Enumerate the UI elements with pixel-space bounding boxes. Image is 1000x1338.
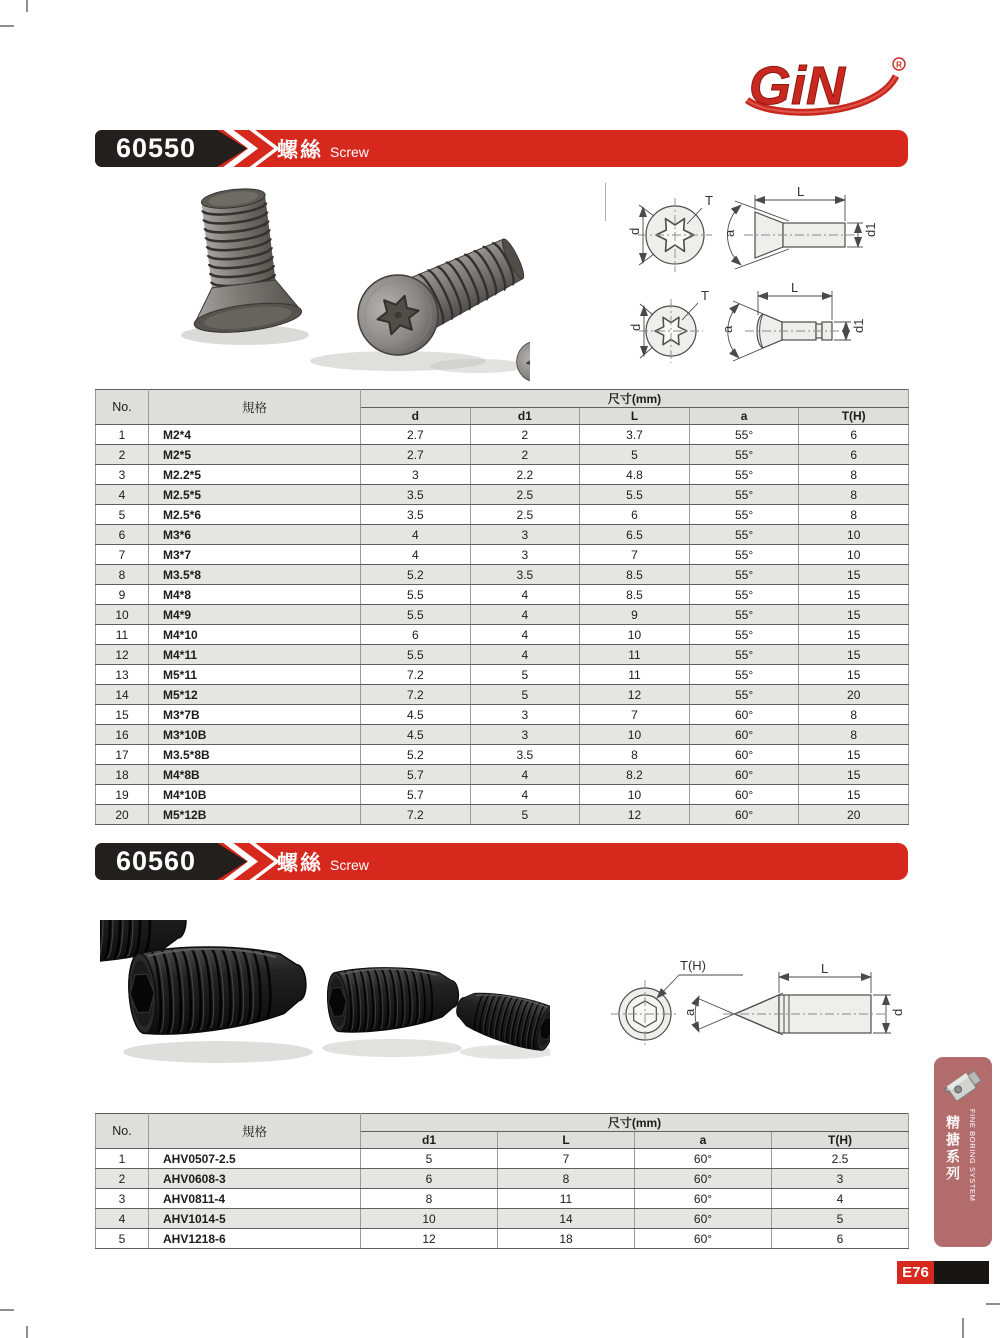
cell-value: 55°	[689, 665, 799, 685]
crop-mark	[986, 1303, 1000, 1305]
cell-value: 60°	[689, 765, 799, 785]
cell-value: 4	[361, 545, 471, 565]
cell-no: 4	[96, 1209, 149, 1229]
page-number: E76	[897, 1261, 934, 1284]
cell-value: 60°	[635, 1169, 772, 1189]
cell-no: 7	[96, 545, 149, 565]
cell-spec: M4*10	[149, 625, 361, 645]
cell-value: 8	[361, 1189, 498, 1209]
cell-value: 3.5	[361, 505, 471, 525]
col-subheader-a: a	[689, 408, 799, 425]
cell-spec: AHV0811-4	[149, 1189, 361, 1209]
col-header-spec: 規格	[149, 390, 361, 425]
cell-value: 60°	[689, 805, 799, 825]
technical-drawing-60560	[583, 948, 908, 1078]
cell-value: 5	[772, 1209, 909, 1229]
col-subheader-d1: d1	[470, 408, 580, 425]
side-tab-fine-boring-system	[934, 1057, 992, 1247]
table-row	[96, 605, 909, 625]
boring-head-photo	[941, 1062, 985, 1110]
cell-value: 55°	[689, 685, 799, 705]
logo-text: GiN	[749, 56, 846, 116]
cell-spec: M3*10B	[149, 725, 361, 745]
table-row	[96, 1149, 909, 1169]
cell-value: 60°	[635, 1229, 772, 1249]
table-row	[96, 645, 909, 665]
table-row	[96, 1169, 909, 1189]
table-row	[96, 525, 909, 545]
cell-value: 8	[799, 465, 909, 485]
cell-value: 4	[470, 645, 580, 665]
cell-no: 6	[96, 525, 149, 545]
table-row	[96, 1209, 909, 1229]
cell-value: 15	[799, 585, 909, 605]
cell-no: 16	[96, 725, 149, 745]
cell-value: 60°	[635, 1209, 772, 1229]
col-subheader-d: d	[361, 408, 471, 425]
cell-value: 4	[470, 785, 580, 805]
brand-logo	[733, 50, 915, 124]
cell-value: 12	[580, 805, 690, 825]
cell-value: 60°	[635, 1189, 772, 1209]
col-subheader-a: a	[635, 1132, 772, 1149]
col-subheader-t(h): T(H)	[799, 408, 909, 425]
cell-value: 5	[580, 445, 690, 465]
cell-value: 5.7	[361, 765, 471, 785]
cell-value: 5.2	[361, 565, 471, 585]
cell-value: 3	[772, 1169, 909, 1189]
svg-text:d: d	[627, 227, 642, 235]
svg-text:a: a	[720, 325, 735, 333]
cell-value: 2.5	[470, 485, 580, 505]
product-photo-torx-screws	[140, 183, 530, 383]
cell-value: 4	[470, 625, 580, 645]
cell-no: 12	[96, 645, 149, 665]
cell-value: 10	[580, 725, 690, 745]
svg-text:a: a	[682, 1008, 697, 1016]
spec-table-60550	[95, 389, 909, 825]
cell-spec: M2.5*6	[149, 505, 361, 525]
cell-no: 5	[96, 505, 149, 525]
crop-mark	[0, 25, 14, 27]
table-row	[96, 745, 909, 765]
cell-value: 3.5	[470, 565, 580, 585]
crop-mark	[26, 0, 28, 12]
table-row	[96, 585, 909, 605]
cell-value: 8	[580, 745, 690, 765]
cell-spec: M4*10B	[149, 785, 361, 805]
cell-value: 2.7	[361, 425, 471, 445]
section-title-en: Screw	[330, 143, 369, 160]
cell-value: 4.5	[361, 705, 471, 725]
cell-no: 20	[96, 805, 149, 825]
cell-value: 5.7	[361, 785, 471, 805]
cell-value: 2	[470, 425, 580, 445]
cell-spec: M4*11	[149, 645, 361, 665]
table-row	[96, 725, 909, 745]
cell-value: 6	[580, 505, 690, 525]
cell-value: 60°	[689, 745, 799, 765]
svg-text:d: d	[890, 1008, 905, 1016]
cell-value: 55°	[689, 485, 799, 505]
cell-value: 5.5	[361, 605, 471, 625]
cell-value: 7.2	[361, 685, 471, 705]
cell-value: 7	[580, 545, 690, 565]
cell-no: 9	[96, 585, 149, 605]
cell-value: 10	[799, 525, 909, 545]
cell-value: 3	[470, 705, 580, 725]
section-code: 60560	[115, 846, 197, 876]
cell-value: 6	[772, 1229, 909, 1249]
cell-value: 15	[799, 645, 909, 665]
cell-spec: M3.5*8	[149, 565, 361, 585]
table-row	[96, 805, 909, 825]
cell-value: 55°	[689, 465, 799, 485]
cell-value: 5	[470, 665, 580, 685]
cell-value: 2.5	[772, 1149, 909, 1169]
table-row	[96, 545, 909, 565]
table-row	[96, 1229, 909, 1249]
cell-value: 18	[498, 1229, 635, 1249]
cell-value: 7	[580, 705, 690, 725]
cell-no: 18	[96, 765, 149, 785]
cell-value: 8	[799, 725, 909, 745]
cell-value: 11	[498, 1189, 635, 1209]
cell-value: 5.5	[361, 585, 471, 605]
col-header-dimensions: 尺寸(mm)	[361, 1114, 909, 1132]
cell-no: 11	[96, 625, 149, 645]
cell-value: 20	[799, 685, 909, 705]
cell-value: 5	[470, 685, 580, 705]
cell-no: 19	[96, 785, 149, 805]
col-subheader-l: L	[580, 408, 690, 425]
col-header-no: No.	[96, 390, 149, 425]
cell-spec: M3*7B	[149, 705, 361, 725]
cell-value: 3	[361, 465, 471, 485]
cell-value: 55°	[689, 585, 799, 605]
table-row	[96, 765, 909, 785]
cell-value: 60°	[635, 1149, 772, 1169]
cell-value: 55°	[689, 605, 799, 625]
cell-no: 2	[96, 445, 149, 465]
crop-mark	[26, 1326, 28, 1338]
cell-value: 15	[799, 625, 909, 645]
cell-spec: AHV1014-5	[149, 1209, 361, 1229]
cell-spec: M4*9	[149, 605, 361, 625]
cell-value: 4	[470, 765, 580, 785]
cell-value: 3	[470, 545, 580, 565]
table-row	[96, 785, 909, 805]
cell-value: 5.2	[361, 745, 471, 765]
svg-text:L: L	[797, 184, 805, 199]
table-row	[96, 1189, 909, 1209]
side-tab-series-zh: 精搪系列	[945, 1115, 961, 1183]
svg-text:T(H): T(H)	[680, 958, 706, 973]
cell-no: 15	[96, 705, 149, 725]
table-row	[96, 445, 909, 465]
cell-no: 3	[96, 465, 149, 485]
section-banner-60560	[95, 843, 908, 880]
cell-value: 4	[470, 585, 580, 605]
cell-value: 4	[361, 525, 471, 545]
section-title-zh: 螺絲	[277, 138, 323, 162]
cell-value: 55°	[689, 645, 799, 665]
cell-no: 14	[96, 685, 149, 705]
cell-value: 5.5	[361, 645, 471, 665]
cell-spec: M4*8	[149, 585, 361, 605]
cell-spec: M2.5*5	[149, 485, 361, 505]
svg-text:L: L	[791, 280, 799, 295]
col-subheader-t(h): T(H)	[772, 1132, 909, 1149]
cell-spec: M5*11	[149, 665, 361, 685]
cell-spec: M2*4	[149, 425, 361, 445]
cell-value: 3.5	[470, 745, 580, 765]
side-tab-series-en: FINE BORING SYSTEM	[968, 1109, 977, 1202]
cell-value: 60°	[689, 785, 799, 805]
cell-spec: AHV0608-3	[149, 1169, 361, 1189]
cell-value: 60°	[689, 725, 799, 745]
cell-value: 9	[580, 605, 690, 625]
cell-spec: AHV1218-6	[149, 1229, 361, 1249]
cell-value: 2.7	[361, 445, 471, 465]
cell-value: 8	[799, 505, 909, 525]
cell-spec: M3.5*8B	[149, 745, 361, 765]
col-header-no: No.	[96, 1114, 149, 1149]
table-row	[96, 685, 909, 705]
cell-value: 11	[580, 665, 690, 685]
cell-no: 13	[96, 665, 149, 685]
cell-value: 8	[498, 1169, 635, 1189]
cell-value: 3	[470, 725, 580, 745]
cell-no: 1	[96, 425, 149, 445]
cell-value: 55°	[689, 505, 799, 525]
table-row	[96, 625, 909, 645]
section-banner-60550	[95, 130, 908, 167]
cell-value: 15	[799, 785, 909, 805]
cell-value: 55°	[689, 565, 799, 585]
cell-value: 6.5	[580, 525, 690, 545]
cell-value: 7.2	[361, 805, 471, 825]
product-photo-set-screws	[100, 920, 550, 1085]
cell-value: 10	[361, 1209, 498, 1229]
svg-text:L: L	[821, 961, 829, 976]
cell-value: 15	[799, 665, 909, 685]
table-row	[96, 465, 909, 485]
cell-no: 8	[96, 565, 149, 585]
table-row	[96, 505, 909, 525]
col-header-dimensions: 尺寸(mm)	[361, 390, 909, 408]
cell-value: 7	[498, 1149, 635, 1169]
table-row	[96, 485, 909, 505]
cell-spec: M4*8B	[149, 765, 361, 785]
cell-value: 4.8	[580, 465, 690, 485]
cell-value: 55°	[689, 625, 799, 645]
cell-spec: M3*7	[149, 545, 361, 565]
spec-table-60560	[95, 1113, 909, 1249]
cell-spec: M3*6	[149, 525, 361, 545]
cell-value: 14	[498, 1209, 635, 1229]
cell-value: 20	[799, 805, 909, 825]
cell-value: 55°	[689, 545, 799, 565]
cell-value: 6	[799, 425, 909, 445]
footer-bar	[934, 1261, 989, 1284]
cell-value: 6	[361, 625, 471, 645]
table-row	[96, 665, 909, 685]
crop-mark	[962, 1318, 964, 1338]
cell-no: 1	[96, 1149, 149, 1169]
section-title-en: Screw	[330, 856, 369, 873]
col-subheader-d1: d1	[361, 1132, 498, 1149]
section-code: 60550	[115, 133, 197, 163]
cell-value: 55°	[689, 425, 799, 445]
cell-value: 5.5	[580, 485, 690, 505]
crop-mark	[0, 1309, 14, 1311]
cell-value: 8.2	[580, 765, 690, 785]
svg-text:T: T	[701, 288, 709, 303]
cell-value: 5	[361, 1149, 498, 1169]
svg-text:a: a	[722, 229, 737, 237]
table-row	[96, 705, 909, 725]
cell-spec: M5*12B	[149, 805, 361, 825]
technical-drawing-60550	[605, 183, 910, 381]
cell-value: 2.2	[470, 465, 580, 485]
cell-value: 8	[799, 705, 909, 725]
cell-spec: M2.2*5	[149, 465, 361, 485]
cell-value: 60°	[689, 705, 799, 725]
cell-value: 7.2	[361, 665, 471, 685]
cell-value: 15	[799, 605, 909, 625]
col-header-spec: 規格	[149, 1114, 361, 1149]
cell-value: 6	[799, 445, 909, 465]
svg-text:T: T	[705, 193, 713, 208]
cell-no: 2	[96, 1169, 149, 1189]
cell-value: 8.5	[580, 565, 690, 585]
cell-value: 15	[799, 565, 909, 585]
cell-spec: M5*12	[149, 685, 361, 705]
svg-text:d1: d1	[863, 222, 878, 237]
cell-value: 55°	[689, 525, 799, 545]
cell-value: 10	[580, 625, 690, 645]
cell-no: 5	[96, 1229, 149, 1249]
logo-registered-mark: R	[896, 60, 902, 70]
cell-value: 15	[799, 765, 909, 785]
cell-value: 5	[470, 805, 580, 825]
cell-value: 8.5	[580, 585, 690, 605]
cell-value: 15	[799, 745, 909, 765]
cell-value: 11	[580, 645, 690, 665]
cell-no: 10	[96, 605, 149, 625]
cell-value: 2	[470, 445, 580, 465]
cell-value: 3.5	[361, 485, 471, 505]
table-row	[96, 565, 909, 585]
cell-value: 4.5	[361, 725, 471, 745]
cell-value: 10	[580, 785, 690, 805]
cell-value: 4	[772, 1189, 909, 1209]
cell-no: 3	[96, 1189, 149, 1209]
table-row	[96, 425, 909, 445]
cell-spec: M2*5	[149, 445, 361, 465]
svg-text:d1: d1	[851, 318, 866, 333]
cell-value: 6	[361, 1169, 498, 1189]
svg-text:d: d	[628, 323, 643, 331]
cell-value: 3	[470, 525, 580, 545]
col-subheader-l: L	[498, 1132, 635, 1149]
cell-value: 3.7	[580, 425, 690, 445]
cell-spec: AHV0507-2.5	[149, 1149, 361, 1169]
cell-value: 10	[799, 545, 909, 565]
cell-no: 17	[96, 745, 149, 765]
cell-no: 4	[96, 485, 149, 505]
cell-value: 4	[470, 605, 580, 625]
cell-value: 8	[799, 485, 909, 505]
cell-value: 55°	[689, 445, 799, 465]
cell-value: 2.5	[470, 505, 580, 525]
cell-value: 12	[580, 685, 690, 705]
cell-value: 12	[361, 1229, 498, 1249]
section-title-zh: 螺絲	[277, 851, 323, 875]
